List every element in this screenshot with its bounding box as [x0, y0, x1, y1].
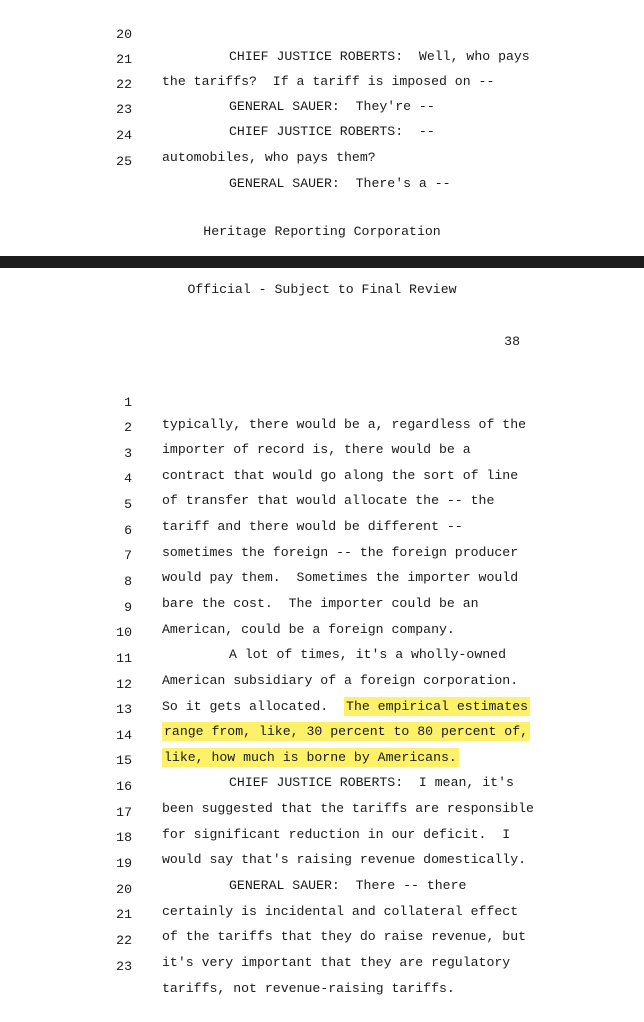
line-number: 15: [116, 753, 132, 768]
line-number: 3: [124, 446, 132, 461]
line-number: 8: [124, 574, 132, 589]
line-number: 7: [124, 548, 132, 563]
line-number: 25: [116, 154, 132, 169]
transcript-page-previous: [0, 0, 644, 256]
line-number: 20: [116, 882, 132, 897]
line-number: 13: [116, 702, 132, 717]
line-number: 17: [116, 805, 132, 820]
line-text: sometimes the foreign -- the foreign producer: [162, 545, 519, 560]
line-text: importer of record is, there would be a: [162, 442, 471, 457]
line-text: GENERAL SAUER: They're --: [229, 99, 435, 114]
line-text: American subsidiary of a foreign corporation.: [162, 673, 519, 688]
line-text: it's very important that they are regulatory: [162, 955, 511, 970]
line-text-plain: So it gets allocated.: [162, 699, 345, 714]
line-text: contract that would go along the sort of line: [162, 468, 519, 483]
line-text: A lot of times, it's a wholly-owned: [229, 647, 506, 662]
line-number: 9: [124, 600, 132, 615]
line-text: GENERAL SAUER: There's a --: [229, 176, 451, 191]
line-text: certainly is incidental and collateral effect: [162, 904, 519, 919]
line-number: 4: [124, 471, 132, 486]
line-number: 22: [116, 77, 132, 92]
line-number: 2: [124, 420, 132, 435]
line-text: American, could be a foreign company.: [162, 622, 455, 637]
line-text: tariffs, not revenue-raising tariffs.: [162, 981, 455, 996]
line-number: 24: [116, 128, 132, 143]
transcript-page-current: [0, 268, 644, 996]
page-header: Official - Subject to Final Review: [187, 282, 457, 297]
line-number: 20: [116, 27, 132, 42]
line-number: 16: [116, 779, 132, 794]
line-text: the tariffs? If a tariff is imposed on --: [162, 74, 495, 89]
highlighted-text: range from, like, 30 percent to 80 percent of,: [164, 724, 529, 739]
line-number: 23: [116, 959, 132, 974]
line-number: 21: [116, 52, 132, 67]
line-number: 6: [124, 523, 132, 538]
line-number: 21: [116, 907, 132, 922]
line-text: CHIEF JUSTICE ROBERTS: Well, who pays: [229, 49, 530, 64]
line-text: would say that's raising revenue domestically.: [162, 852, 527, 867]
page-number: 38: [504, 334, 520, 349]
highlighted-text: The empirical estimates: [346, 699, 529, 714]
line-number: 14: [116, 728, 132, 743]
highlighted-text: like, how much is borne by Americans.: [164, 750, 457, 765]
line-text: bare the cost. The importer could be an: [162, 596, 479, 611]
line-text: of transfer that would allocate the -- the: [162, 493, 495, 508]
page-footer: Heritage Reporting Corporation: [203, 224, 441, 239]
line-text: automobiles, who pays them?: [162, 150, 376, 165]
line-text: typically, there would be a, regardless of the: [162, 417, 527, 432]
line-number: 23: [116, 102, 132, 117]
line-number: 1: [124, 395, 132, 410]
line-text: GENERAL SAUER: There -- there: [229, 878, 467, 893]
line-text: CHIEF JUSTICE ROBERTS: I mean, it's: [229, 775, 514, 790]
line-number: 11: [116, 651, 132, 666]
page-divider: [0, 256, 644, 268]
line-text: for significant reduction in our deficit. I: [162, 827, 511, 842]
line-number: 19: [116, 856, 132, 871]
line-text: CHIEF JUSTICE ROBERTS: --: [229, 124, 435, 139]
transcript-line: [0, 370, 644, 432]
line-text: of the tariffs that they do raise revenue, but: [162, 929, 527, 944]
line-number: 22: [116, 933, 132, 948]
line-number: 10: [116, 625, 132, 640]
line-number: 18: [116, 830, 132, 845]
line-text: been suggested that the tariffs are responsible: [162, 801, 534, 816]
line-number: 5: [124, 497, 132, 512]
line-text: would pay them. Sometimes the importer would: [162, 570, 519, 585]
line-text: tariff and there would be different --: [162, 519, 463, 534]
line-number: 12: [116, 677, 132, 692]
